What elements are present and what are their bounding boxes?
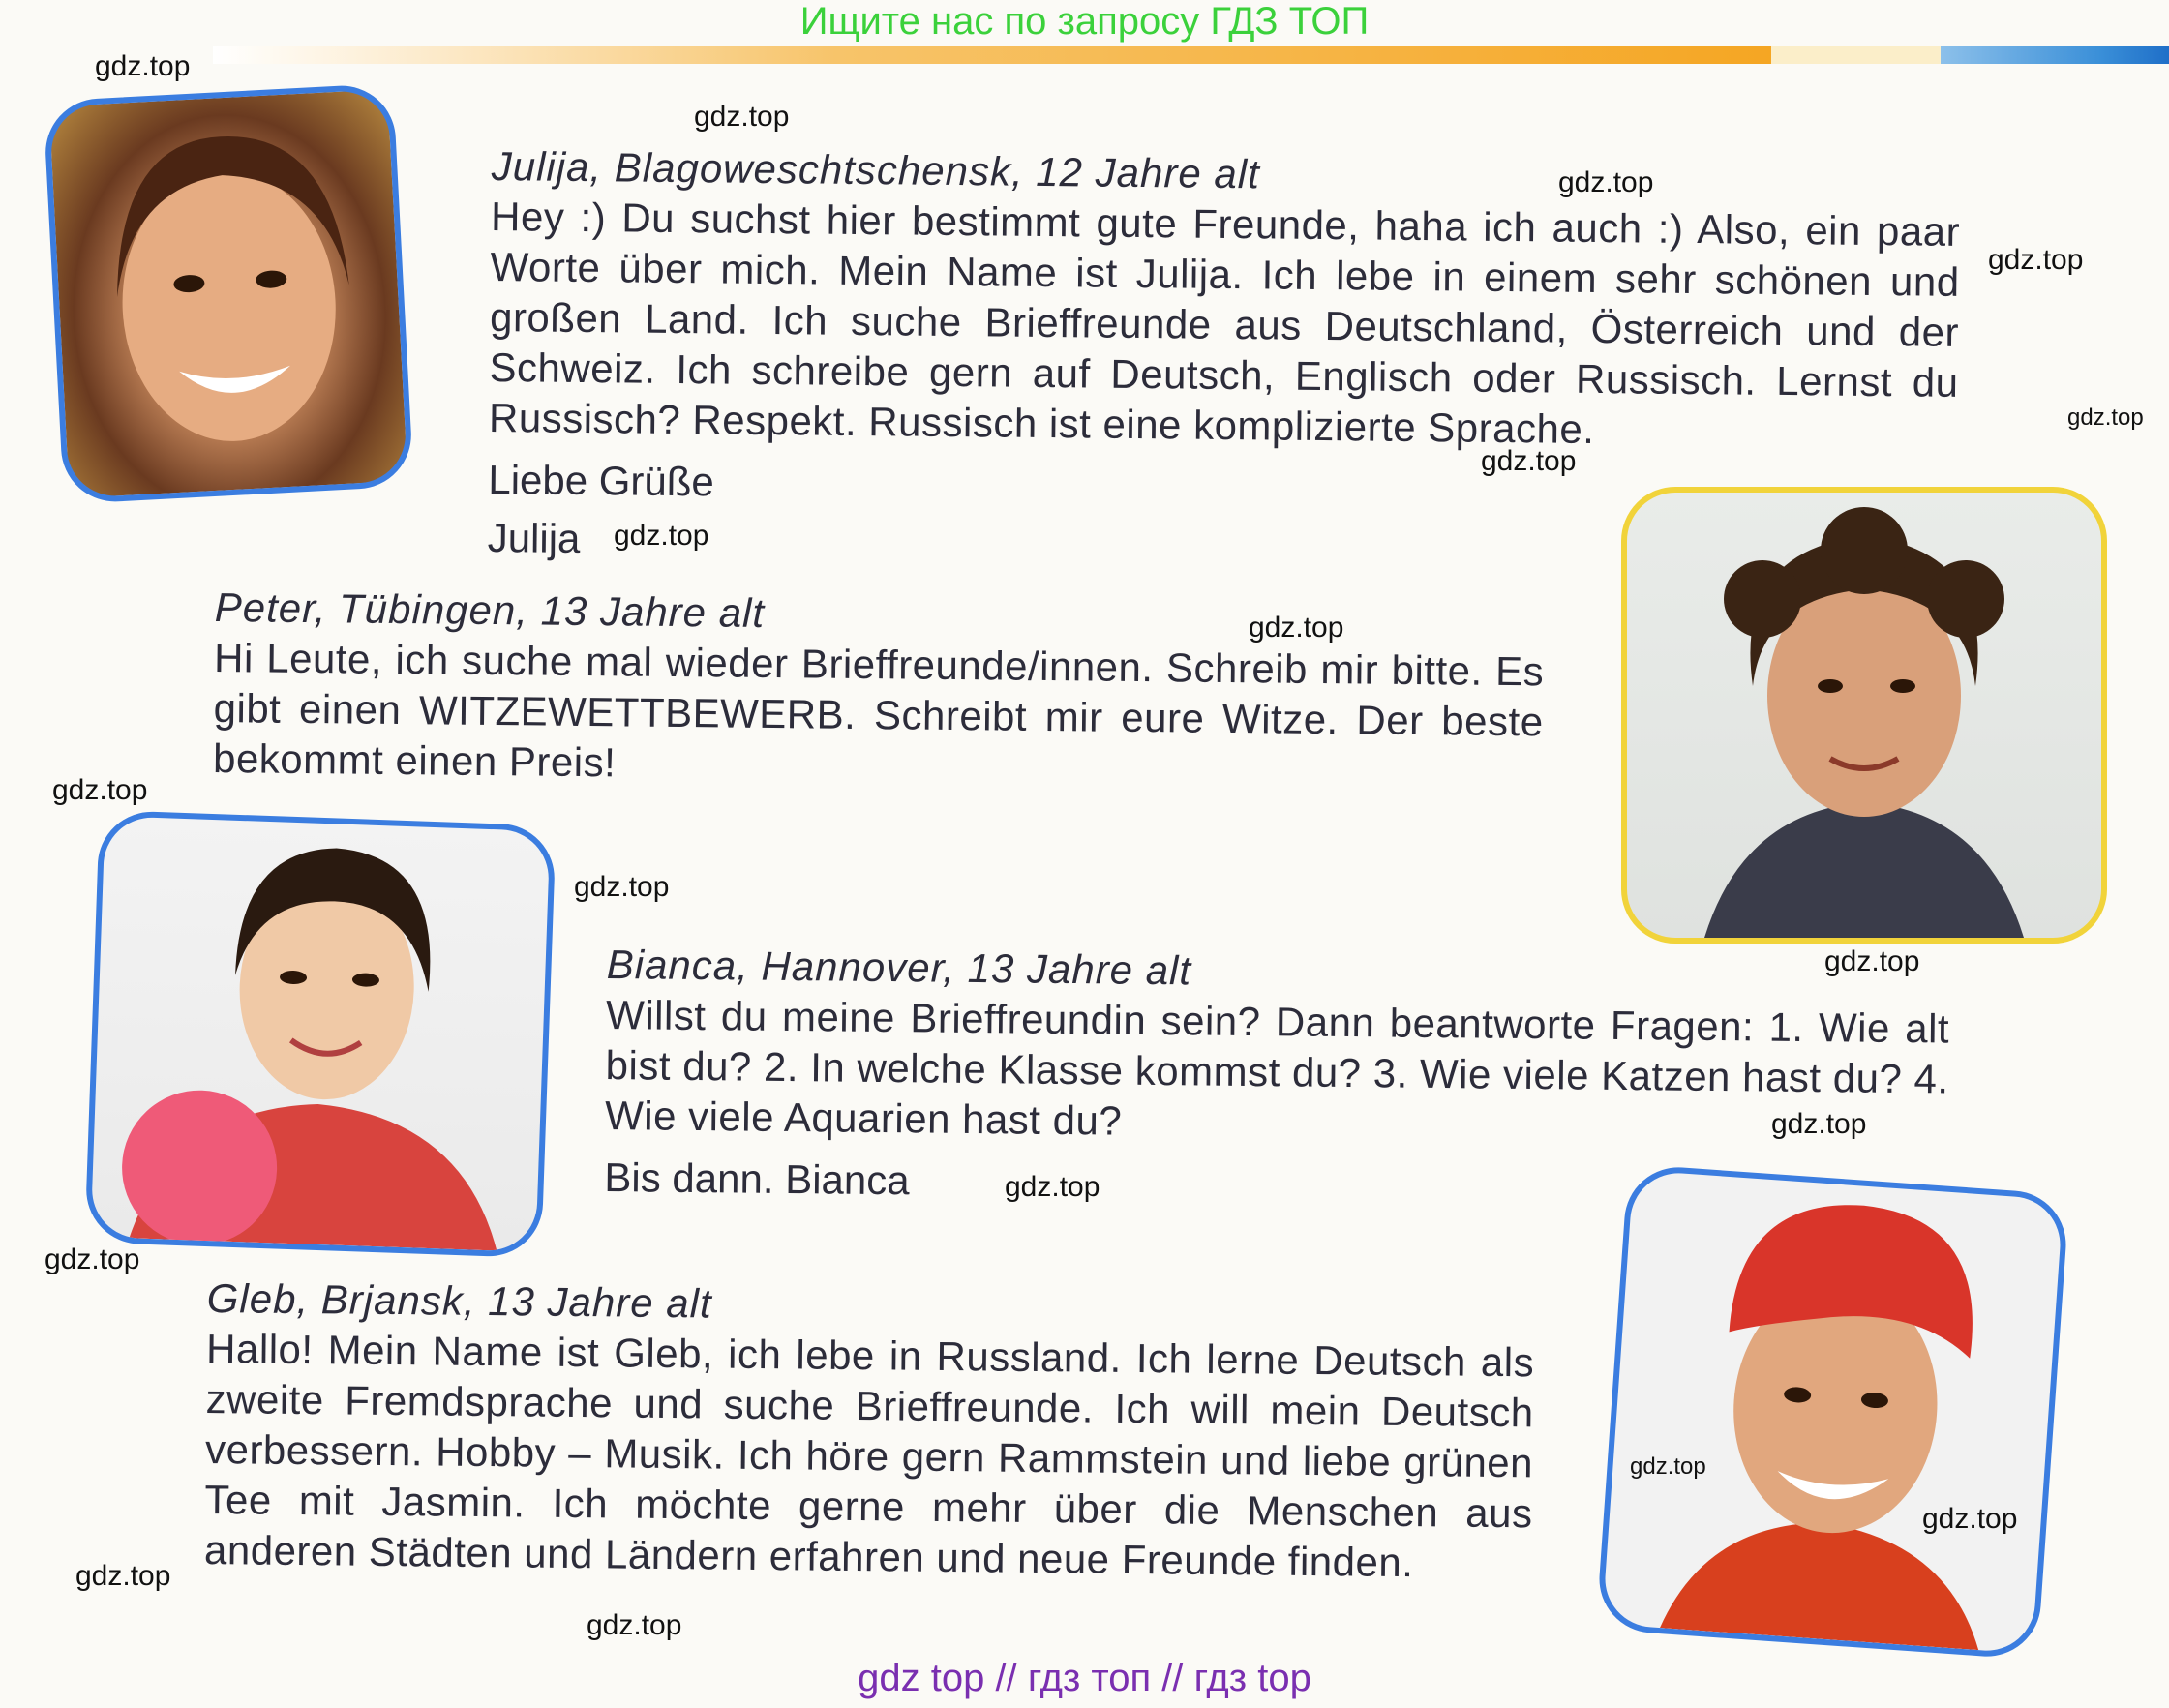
peter-entry: [213, 584, 1545, 797]
watermark: gdz.top: [614, 520, 709, 552]
gleb-entry: [204, 1275, 1535, 1589]
entry-heading: Gleb, Brjansk, 13 Jahre alt: [206, 1275, 712, 1327]
julija-entry: [487, 143, 1960, 579]
entry-heading: Julija, Blagoweschtschensk, 12 Jahre alt: [491, 143, 1261, 197]
watermark: gdz.top: [45, 1244, 140, 1275]
watermark: gdz.top: [52, 774, 148, 806]
watermark: gdz.top: [694, 101, 790, 133]
watermark: gdz.top: [75, 1560, 171, 1592]
watermark: gdz.top: [2067, 405, 2144, 431]
bianca-photo: [84, 810, 556, 1258]
entry-text: Hallo! Mein Name ist Gleb, ich lebe in Russland. Ich lerne Deutsch als zweite Fremdsprache und suche Brieffreunde. Ich will mein Deutsch verbessern. Hobby – Musik. Ich höre gern Rammstein und liebe grünen Tee mit Jasmin. Ich möchte gerne mehr über die Menschen aus anderen Städten und Ländern erfahren und neue Freunde finden.: [203, 1325, 1535, 1586]
watermark: gdz.top: [1630, 1453, 1706, 1480]
watermark: gdz.top: [587, 1609, 682, 1641]
entry-closing: Liebe Grüße: [488, 456, 715, 505]
decorative-stripe-light: [1771, 46, 1941, 64]
entry-text: Hey :) Du suchst hier bestimmt gute Freunde, haha ich auch :) Also, ein paar Worte über mich. Mein Name ist Julija. Ich lebe in einem sehr schönen und großen Land. Ich suche Brieffreunde aus Deutschland, Österreich und der Schweiz. Ich schreibe gern auf Deutsch, Englisch oder Russisch. Lernst du Russisch? Respekt. Russisch ist eine komplizierte Sprache.: [488, 193, 1961, 452]
gleb-photo: [1596, 1164, 2070, 1661]
entry-heading: Bianca, Hannover, 13 Jahre alt: [606, 942, 1192, 994]
watermark: gdz.top: [1249, 612, 1344, 644]
decorative-stripe-blue: [1941, 46, 2169, 64]
watermark: gdz.top: [1988, 244, 2084, 276]
decorative-stripe-orange: [213, 46, 1771, 64]
watermark: gdz.top: [574, 871, 670, 903]
footer-links: gdz top // гдз топ // гдз top: [858, 1657, 1311, 1699]
entry-signature: Julija: [487, 514, 581, 561]
watermark: gdz.top: [1481, 445, 1577, 477]
julija-photo: [43, 83, 413, 504]
watermark: gdz.top: [1005, 1171, 1100, 1203]
entry-text: Hi Leute, ich suche mal wieder Brieffreunde/innen. Schreib mir bitte. Es gibt einen WITZEWETTBEWERB. Schreibt mir eure Witze. Der beste bekommt einen Preis!: [212, 634, 1545, 786]
watermark: gdz.top: [1558, 166, 1654, 198]
entry-closing: Bis dann. Bianca: [604, 1154, 910, 1204]
watermark: gdz.top: [1771, 1108, 1867, 1140]
bianca-entry: [604, 942, 1950, 1217]
watermark: gdz.top: [1922, 1503, 2018, 1535]
search-banner: Ищите нас по запросу ГДЗ ТОП: [799, 0, 1370, 43]
watermark: gdz.top: [95, 50, 191, 82]
watermark: gdz.top: [1824, 945, 1920, 977]
entry-text: Willst du meine Brieffreundin sein? Dann beantworte Fragen: 1. Wie alt bist du? 2. In welche Klasse kommst du? 3. Wie viele Katzen hast du? 4. Wie viele Aquarien hast du?: [604, 991, 1950, 1144]
entry-heading: Peter, Tübingen, 13 Jahre alt: [214, 584, 766, 636]
